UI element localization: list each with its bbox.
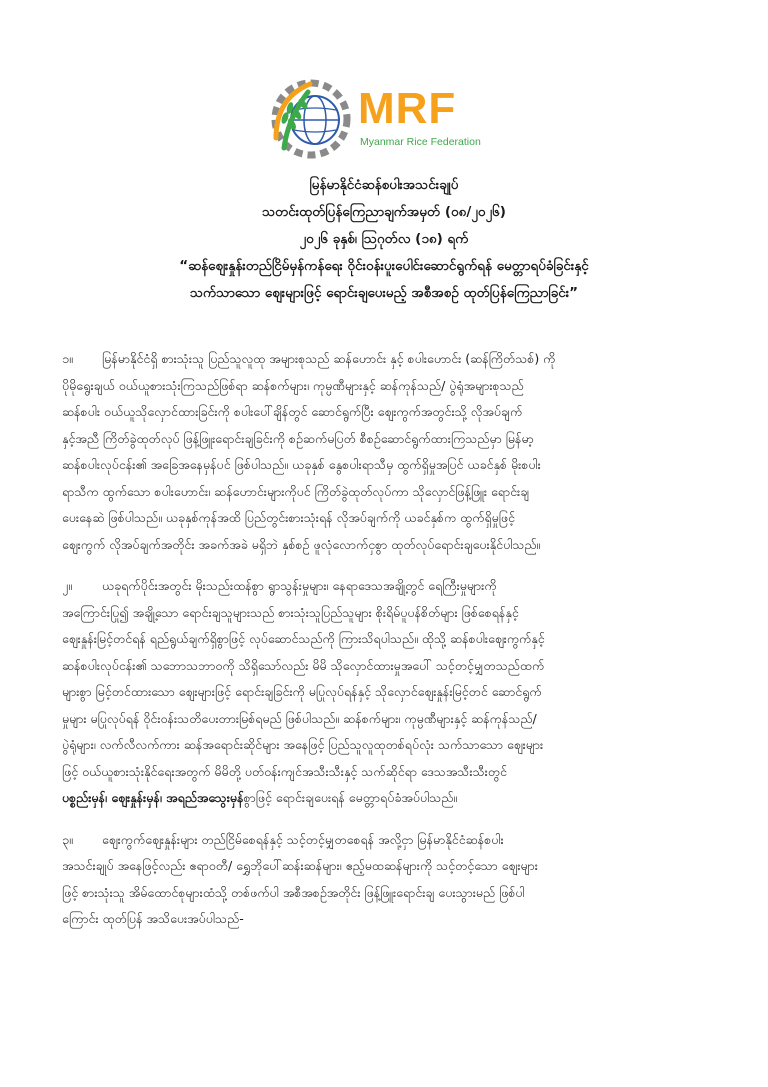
paragraph-line: ဈေးကွက် လိုအပ်ချက်အတိုင်း အခက်အခဲ မရှိဘဲ နှစ်စဉ် ဖူလုံလောက်ငှစွာ ထုတ်လုပ်ရောင်းချပေးနိုင်ပါသည်။ xyxy=(62,536,541,552)
paragraph-line: ပွဲရုံများ၊ လက်လီလက်ကား ဆန်အရောင်းဆိုင်များ အနေဖြင့် ပြည်သူလူထုတစ်ရပ်လုံး သက်သာသော ဈေးများ xyxy=(62,737,544,752)
header-line: မြန်မာနိုင်ငံဆန်စပါးအသင်းချုပ် xyxy=(309,177,459,193)
paragraph-line: အသင်းချုပ် အနေဖြင့်လည်း ဧရာဝတီ/ ရွှေဘိုပေါ်ဆန်းဆန်များ၊ ဧည့်မထဆန်များကို သင့်တင့်သော ဈေးများ xyxy=(62,858,538,873)
header-line: သတင်းထုတ်ပြန်ကြေညာချက်အမှတ် (၀၈/၂၀၂၆) xyxy=(262,204,506,220)
paragraph-line: ဆန်စပါး ဝယ်ယူသိုလှောင်ထားခြင်းကို စပါးပေါ်ချိန်တွင် ဆောင်ရွက်ပြီး ဈေးကွက်အတွင်းသို့ လိုအပ်ချက် xyxy=(62,404,523,419)
paragraph-line: မှုများ မပြုလုပ်ရန် ဝိုင်းဝန်းသတိပေးတားမြစ်ရမည် ဖြစ်ပါသည်။ ဆန်စက်များ၊ ကုမ္ပဏီများနှင့် ဆန်ကုန်သည်/ xyxy=(62,710,537,726)
release-body xyxy=(62,346,712,948)
logo-wordmark xyxy=(358,84,456,134)
paragraph-line: ယခုရက်ပိုင်းအတွင်း မိုးသည်းထန်စွာ ရွာသွန်းမှုများ၊ နေရာဒေသအချို့တွင် ရေကြီးမှုများကို xyxy=(102,578,497,593)
paragraph-line: နှင့်အညီ ကြိတ်ခွဲထုတ်လုပ် ဖြန့်ဖြူးရောင်းချခြင်းကို စဉ်ဆက်မပြတ် စီစဉ်ဆောင်ရွက်ထားကြသည်မှာ မြန်မာ့ xyxy=(62,430,534,446)
paragraph-line: မြန်မာနိုင်ငံရှိ စားသုံးသူ ပြည်သူလူထု အများစုသည် ဆန်ဟောင်း နှင့် စပါးဟောင်း (ဆန်ကြိတ်သစ်) ကို xyxy=(102,351,556,366)
rice-gear-globe-icon xyxy=(270,78,352,160)
paragraph-line: များစွာ မြင့်တင်ထားသော ဈေးများဖြင့် ရောင်းချခြင်းကို မပြုလုပ်ရန်နှင့် သိုလှောင်ဈေးနှုန်းမြင့်တင် ဆောင်ရွက် xyxy=(62,684,542,699)
paragraph-line: ရာသီက ထွက်သော စပါးဟောင်း၊ ဆန်ဟောင်းများကိုပင် ကြိတ်ခွဲထုတ်လုပ်ကာ သိုလှောင်ဖြန့်ဖြူး ရောင်းချ xyxy=(62,483,530,499)
paragraph-line: ပေးနေဆဲ ဖြစ်ပါသည်။ ယခုနှစ်ကုန်အထိ ပြည်တွင်းစားသုံးရန် လိုအပ်ချက်ကို ယခင်နှစ်က ထွက်ရှိမှုဖြင့် xyxy=(62,510,515,525)
paragraph-line: ဈေးနှုန်းမြင့်တင်ရန် ရည်ရွယ်ချက်ရှိစွာဖြင့် လုပ်ဆောင်သည်ကို ကြားသိရပါသည်။ ထိုသို့ ဆန်စပါးဈေးကွက်နှင့် xyxy=(62,631,545,646)
paragraph-number: ၃။ xyxy=(62,831,73,847)
mrf-logo xyxy=(270,78,520,160)
header-line: “ဆန်ဈေးနှုန်းတည်ငြိမ်မှန်ကန်ရေး ဝိုင်းဝန်းပူးပေါင်းဆောင်ရွက်ရန် မေတ္တာရပ်ခံခြင်းနှင့် xyxy=(179,258,589,274)
paragraph-number: ၂။ xyxy=(62,578,72,593)
paragraph-line: ပိုမိုရွေးချယ် ဝယ်ယူစားသုံးကြသည်ဖြစ်ရာ ဆန်စက်များ၊ ကုမ္ပဏီများနှင့် ဆန်ကုန်သည်/ ပွဲရုံအများစုသည် xyxy=(62,377,524,393)
paragraph-line: အကြောင်းပြု၍ အချို့သော ရောင်းချသူများသည် စားသုံးသူပြည်သူများ စိုးရိမ်ပူပန်စိတ်များ ဖြစ်စေရန်နှင့် xyxy=(62,604,519,620)
paragraph-line: ဆန်စပါးလုပ်ငန်း၏ သဘောသဘာဝကို သိရှိသော်လည်း မိမိ သိုလှောင်ထားမှုအပေါ် သင့်တင့်မျှတသည်ထက် xyxy=(62,657,545,673)
paragraph-line: ကြောင်း ထုတ်ပြန် အသိပေးအပ်ပါသည်- xyxy=(62,911,244,926)
header-line: ၂၀၂၆ ခုနှစ်၊ ဩဂုတ်လ (၁၈) ရက် xyxy=(299,231,469,247)
paragraph-1 xyxy=(62,346,712,558)
emphasis-tail: စွာဖြင့် ရောင်းချပေးရန် မေတ္တာရပ်ခံအပ်ပါသည်။ xyxy=(243,790,458,805)
header-line: သက်သာသော ဈေးများဖြင့် ရောင်းချပေးမည့် အစီအစဉ် ထုတ်ပြန်ကြေညာခြင်း” xyxy=(189,285,579,301)
release-header xyxy=(60,172,708,307)
paragraph-2 xyxy=(62,573,712,812)
paragraph-line-emphasis xyxy=(62,785,712,812)
paragraph-number: ၁။ xyxy=(62,351,73,366)
paragraph-line: ဖြင့် ဝယ်ယူစားသုံးနိုင်ရေးအတွက် မိမိတို့ ပတ်ဝန်းကျင်အသီးသီးနှင့် သက်ဆိုင်ရာ ဒေသအသီးသီးတွင် xyxy=(62,763,507,779)
bold-phrase: ပစ္စည်းမှန်၊ ဈေးနှုန်းမှန်၊ အရည်အသွေးမှန် xyxy=(62,790,244,805)
paragraph-3 xyxy=(62,827,712,933)
logo-wordmark-text: MRF xyxy=(358,84,457,133)
logo-subtitle: Myanmar Rice Federation xyxy=(360,136,481,148)
paragraph-line: ဖြင့် စားသုံးသူ အိမ်ထောင်စုများထံသို့ တစ်ဖက်ပါ အစီအစဉ်အတိုင်း ဖြန့်ဖြူးရောင်းချ ပေးသွားမည် ဖြစ်ပါ xyxy=(62,884,525,900)
paragraph-line: ဆန်စပါးလုပ်ငန်း၏ အခြေအနေမှန်ပင် ဖြစ်ပါသည်။ ယခုနှစ် နွေစပါးရာသီမှ ထွက်ရှိမှုအပြင် ယခင်နှစ် မိုးစပါး xyxy=(62,457,541,472)
paragraph-line: ဈေးကွက်ဈေးနှုန်းများ တည်ငြိမ်စေရန်နှင့် သင့်တင့်မျှတစေရန် အလို့ငှာ မြန်မာနိုင်ငံဆန်စပါး xyxy=(102,831,504,847)
